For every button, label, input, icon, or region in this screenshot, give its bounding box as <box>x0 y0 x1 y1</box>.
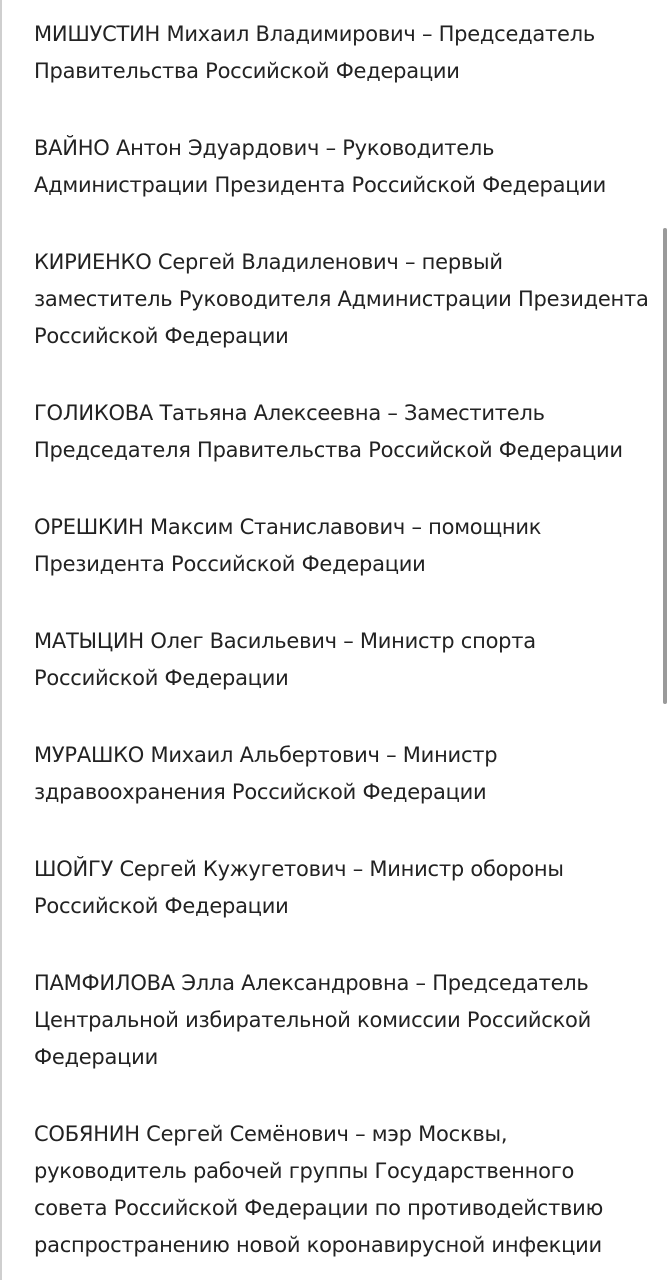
entry-line: ОРЕШКИН Максим Станиславович – помощник <box>34 515 542 539</box>
entry-line: совета Российской Федерации по противодействию <box>34 1196 604 1220</box>
entry-line: Центральной избирательной комиссии Российской <box>34 1008 592 1032</box>
entry-line: руководитель рабочей группы Государственного <box>34 1159 575 1183</box>
entry-line: СОБЯНИН Сергей Семёнович – мэр Москвы, <box>34 1122 508 1146</box>
entry-line: Российской Федерации <box>34 894 289 918</box>
entry-line: заместитель Руководителя Администрации Президента <box>34 287 649 311</box>
entry-line: Администрации Президента Российской Федерации <box>34 173 607 197</box>
list-item <box>34 244 654 355</box>
entry-line: Правительства Российской Федерации <box>34 59 460 83</box>
entry-line: ГОЛИКОВА Татьяна Алексеевна – Заместитель <box>34 401 545 425</box>
entry-line: Федерации <box>34 1045 158 1069</box>
list-item <box>34 737 654 811</box>
entry-line: ШОЙГУ Сергей Кужугетович – Министр обороны <box>34 857 564 881</box>
list-item <box>34 509 654 583</box>
entry-line: КИРИЕНКО Сергей Владиленович – первый <box>34 250 503 274</box>
entry-line: МАТЫЦИН Олег Васильевич – Министр спорта <box>34 629 536 653</box>
entry-line: ВАЙНО Антон Эдуардович – Руководитель <box>34 136 495 160</box>
entry-line: распространению новой коронавирусной инфекции <box>34 1233 602 1257</box>
entry-line: Председателя Правительства Российской Федерации <box>34 438 623 462</box>
left-border <box>0 0 2 1280</box>
entry-line: МИШУСТИН Михаил Владимирович – Председатель <box>34 22 595 46</box>
list-item <box>34 130 654 204</box>
entry-line: Российской Федерации <box>34 666 289 690</box>
list-item <box>34 623 654 697</box>
entry-line: МУРАШКО Михаил Альбертович – Министр <box>34 743 498 767</box>
entry-line: Президента Российской Федерации <box>34 552 426 576</box>
list-item <box>34 851 654 925</box>
list-item <box>34 16 654 90</box>
entry-line: здравоохранения Российской Федерации <box>34 780 487 804</box>
entry-line: Российской Федерации <box>34 324 289 348</box>
officials-list <box>34 16 654 1280</box>
list-item <box>34 1116 654 1264</box>
vertical-scrollbar[interactable] <box>663 228 667 704</box>
list-item <box>34 395 654 469</box>
list-item <box>34 965 654 1076</box>
entry-line: ПАМФИЛОВА Элла Александровна – Председатель <box>34 971 589 995</box>
